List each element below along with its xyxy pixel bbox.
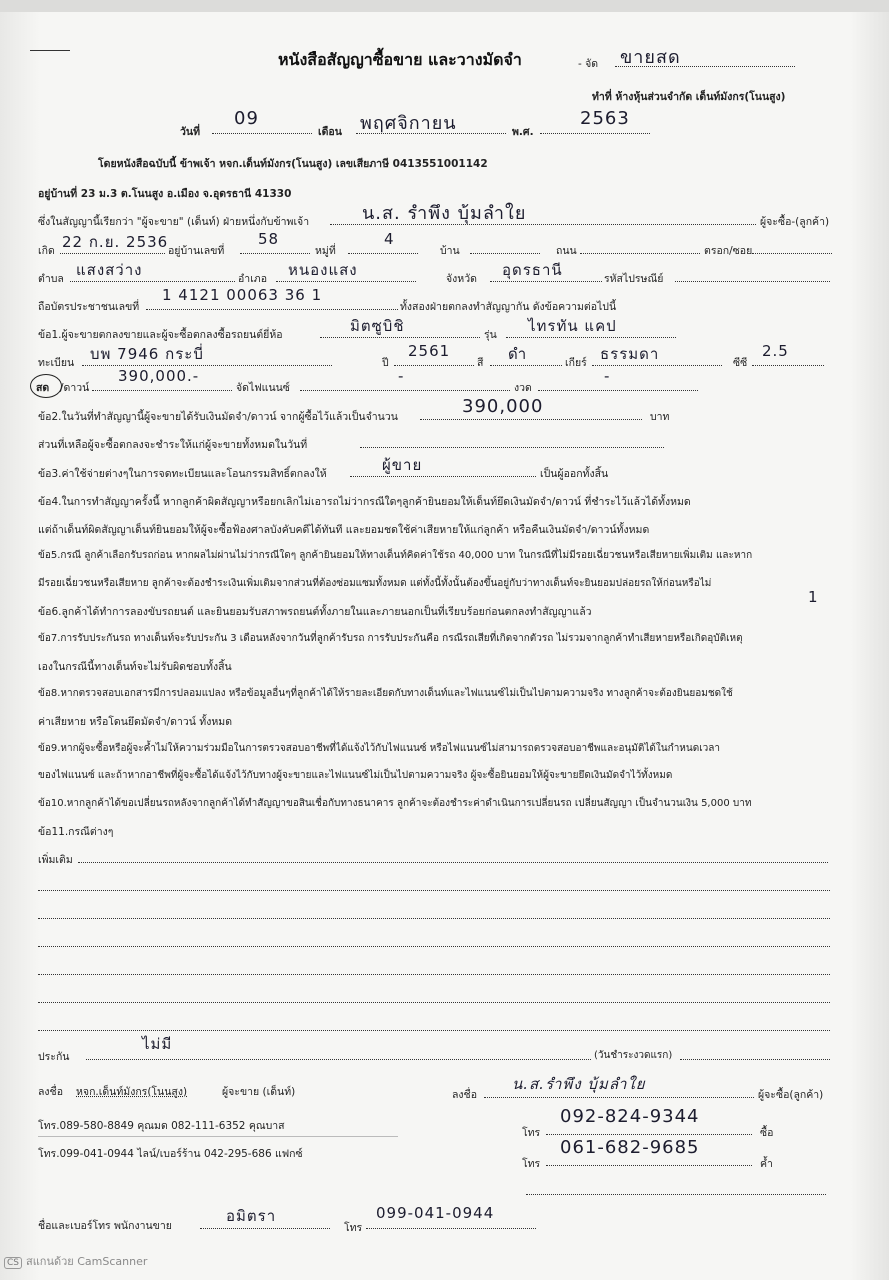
day-label: วันที่ xyxy=(180,126,200,138)
color-value: ดำ xyxy=(508,345,528,363)
deposit-unit: บาท xyxy=(650,411,670,423)
buyer-signature: น.ส.รำพึง บุ้มลำใย xyxy=(512,1075,646,1093)
finance-label: จัดไฟแนนซ์ xyxy=(236,382,290,394)
reg-value: บพ 7946 กระบี่ xyxy=(90,345,204,363)
clause-line: ข้อ7.การรับประกันรถ ทางเด็นท์จะรับประกัน 3 เดือนหลังจากวันที่ลูกค้ารับรถ การรับประกันคือ กรณีรถเสียที่เกิดจากตัวรถ ไม่รวมจากลูกค้าทำเสียหายหรือเกิดอุบัติเหตุ xyxy=(38,633,743,644)
installment-line xyxy=(538,390,698,391)
buyer-phone-role: ซื้อ xyxy=(760,1127,774,1139)
finance-line xyxy=(300,390,510,391)
year-value: 2563 xyxy=(580,108,630,129)
installment-value: - xyxy=(604,367,611,385)
village-label: บ้าน xyxy=(440,245,460,257)
remainder-line xyxy=(360,447,664,448)
amphoe-value: หนองแสง xyxy=(288,261,358,279)
extra-line xyxy=(38,974,830,975)
camscanner-logo-icon: CS xyxy=(4,1257,22,1269)
job-label: จัด xyxy=(585,58,599,70)
clause-line: แต่ถ้าเด็นท์ผิดสัญญาเด็นท์ยินยอมให้ผู้จะซื้อฟ้องศาลบังคับคดีได้ทันที และยอมชดใช้ค่าเสียหายให้แก่ลูกค้า หรือคืนเงินมัดจำ/ดาวน์ทั้งหมด xyxy=(38,524,650,536)
id-value: 1 4121 00063 36 1 xyxy=(162,286,323,304)
corner-mark xyxy=(30,50,70,51)
extra-line xyxy=(38,1030,830,1031)
year-label: พ.ศ. xyxy=(512,126,534,138)
province-label: จังหวัด xyxy=(446,273,477,285)
buyer-phone: 092-824-9344 xyxy=(560,1106,700,1127)
clause-line: เองในกรณีนี้ทางเด็นท์จะไม่รับผิดชอบทั้งสิ้น xyxy=(38,661,232,673)
seller-sign-name: หจก.เด็นท์มังกร(โนนสูง) xyxy=(76,1086,188,1098)
extra-line xyxy=(38,946,830,947)
clause-line: ข้อ6.ลูกค้าได้ทำการลองขับรถยนต์ และยินยอมรับสภาพรถยนต์ทั้งภายในและภายนอกเป็นที่เรียบร้อยก่อนตกลงทำสัญญาแล้ว xyxy=(38,606,592,618)
day-line xyxy=(212,133,312,134)
moo-line xyxy=(348,253,418,254)
seller-contact-1: โทร.089-580-8849 คุณมด 082-111-6352 คุณบาส xyxy=(38,1120,285,1132)
clause-line: มีรอยเฉี่ยวชนหรือเสียหาย ลูกค้าจะต้องชำระเงินเพิ่มเติมจากส่วนที่ต้องซ่อมแซมทั้งหมด แต่ทั้งนี้ทั้งนั้นต้องขึ้นอยู่กับว่าทางเด็นท์จะยินยอมปล่อยรถให้ก่อนหรือไม่ xyxy=(38,578,712,589)
moo-value: 4 xyxy=(384,230,395,248)
salesperson-phone: 099-041-0944 xyxy=(376,1204,495,1222)
year-car-label: ปี xyxy=(382,357,389,369)
clause-line: ของไฟแนนซ์ และถ้าหากอาชีพที่ผู้จะซื้อได้แจ้งไว้กับทางผู้จะขายและไฟแนนซ์ไม่เป็นไปตามความจริง ผู้จะซื้อยินยอมให้ผู้จะขายยึดเงินมัดจำไว้ทั้งหมด xyxy=(38,770,673,781)
cc-value: 2.5 xyxy=(762,342,789,360)
buyer-sign-role: ผู้จะซื้อ(ลูกค้า) xyxy=(758,1089,824,1101)
seller-contact-2: โทร.099-041-0944 ไลน์/เบอร์ร้าน 042-295-686 แฟกซ์ xyxy=(38,1148,303,1160)
job-value: ขายสด xyxy=(620,47,681,68)
clause-3-text: ข้อ3.ค่าใช้จ่ายต่างๆในการจดทะเบียนและโอนกรรมสิทธิ์ตกลงให้ xyxy=(38,468,327,480)
house-value: 58 xyxy=(258,230,280,248)
guarantee-line xyxy=(86,1059,591,1060)
gear-label: เกียร์ xyxy=(565,357,587,369)
document-title: หนังสือสัญญาซื้อขาย และวางมัดจำ xyxy=(278,50,522,69)
house-line xyxy=(240,253,310,254)
clause-line: ข้อ10.หากลูกค้าได้ขอเปลี่ยนรถหลังจากลูกค้าได้ทำสัญญาขอสินเชื่อกับทางธนาคาร ลูกค้าจะต้องชำระค่าดำเนินการเปลี่ยนรถ เปลี่ยนสัญญา เป็นจำนวนเงิน 5,000 บาท xyxy=(38,798,752,809)
salesperson-name: อมิตรา xyxy=(226,1207,277,1225)
guarantee-value: ไม่มี xyxy=(142,1035,173,1053)
id-line xyxy=(146,309,398,310)
margin-mark: 1 xyxy=(808,588,819,606)
first-installment-line xyxy=(680,1059,830,1060)
extra-line xyxy=(38,1002,830,1003)
finance-value: - xyxy=(398,367,405,385)
road-label: ถนน xyxy=(556,245,577,257)
extra-line xyxy=(38,890,830,891)
guarantor-phone-label: โทร xyxy=(522,1158,541,1170)
house-label: อยู่บ้านเลขที่ xyxy=(168,245,225,257)
price-line xyxy=(92,390,232,391)
born-value: 22 ก.ย. 2536 xyxy=(62,233,169,251)
clause-line: ข้อ11.กรณีต่างๆ xyxy=(38,826,114,838)
job-line xyxy=(615,66,795,67)
clause-1-text: ข้อ1.ผู้จะขายตกลงขายและผู้จะซื้อตกลงซื้อรถยนต์ยี่ห้อ xyxy=(38,329,283,341)
color-label: สี xyxy=(477,357,484,369)
clause-2-text: ข้อ2.ในวันที่ทำสัญญานี้ผู้จะขายได้รับเงินมัดจำ/ดาวน์ จากผู้ซื้อไว้แล้วเป็นจำนวน xyxy=(38,411,398,423)
buyer-sign-prefix: ลงชื่อ xyxy=(452,1089,477,1101)
reg-label: ทะเบียน xyxy=(38,357,75,369)
payer-value: ผู้ขาย xyxy=(382,456,423,474)
price-value: 390,000.- xyxy=(118,367,200,385)
buyer-name: น.ส. รำพึง บุ้มลำใย xyxy=(362,203,527,224)
buyer-phone-line xyxy=(546,1134,752,1135)
road-line xyxy=(580,253,700,254)
clause-3-suffix: เป็นผู้ออกทั้งสิ้น xyxy=(540,468,609,480)
day-value: 09 xyxy=(234,108,259,129)
page-top-edge xyxy=(0,0,889,12)
seller-clause: ซึ่งในสัญญานี้เรียกว่า "ผู้จะขาย" (เด็นท์) ฝ่ายหนึ่งกับข้าพเจ้า xyxy=(38,216,310,228)
car-year-value: 2561 xyxy=(408,342,451,360)
cc-line xyxy=(752,365,824,366)
id-suffix: ทั้งสองฝ่ายตกลงทำสัญญากัน ดังข้อความต่อไปนี้ xyxy=(400,301,617,313)
born-label: เกิด xyxy=(38,245,55,257)
tambon-label: ตำบล xyxy=(38,273,64,285)
extra-line xyxy=(78,862,828,863)
seller-sign-prefix: ลงชื่อ xyxy=(38,1086,63,1098)
salesperson-phone-label: โทร xyxy=(344,1222,363,1234)
payer-line xyxy=(350,476,536,477)
village-line xyxy=(470,253,540,254)
seller-sign-role: ผู้จะขาย (เด็นท์) xyxy=(222,1086,296,1098)
guarantee-label: ประกัน xyxy=(38,1051,70,1063)
extra-line xyxy=(38,918,830,919)
buyer-label: ผู้จะซื้อ-(ลูกค้า) xyxy=(760,216,830,228)
first-installment-label: (วันชำระงวดแรก) xyxy=(594,1050,673,1061)
model-value: ไทรทัน แคป xyxy=(528,317,617,335)
cc-label: ซีซี xyxy=(733,357,748,369)
deposit-line xyxy=(420,419,642,420)
tambon-value: แสงสว่าง xyxy=(76,261,143,279)
clause-line: ข้อ5.กรณี ลูกค้าเลือกรับรถก่อน หากผลไม่ผ่านไม่ว่ากรณีใดๆ ลูกค้ายินยอมให้ทางเด็นท์คิดค่าใช้รถ 40,000 บาท ในกรณีที่ไม่มีรอยเฉี่ยวชนหรือเสียหายเพิ่มเติม และหาก xyxy=(38,550,753,561)
gear-value: ธรรมดา xyxy=(600,345,660,363)
intro-line-2: อยู่บ้านที่ 23 ม.3 ต.โนนสูง อ.เมือง จ.อุดรธานี 41330 xyxy=(38,188,292,200)
guarantor-phone-role: ค้ำ xyxy=(760,1158,773,1170)
buyer-sign-line xyxy=(484,1097,754,1098)
intro-line-1: โดยหนังสือฉบับนี้ ข้าพเจ้า หจก.เด็นท์มังกร(โนนสูง) เลขเสียภาษี 0413551001142 xyxy=(98,158,488,170)
price-circled-prefix: สด xyxy=(36,382,50,394)
moo-label: หมู่ที่ xyxy=(315,245,336,257)
amphoe-label: อำเภอ xyxy=(238,273,268,285)
price-label: /ดาวน์ xyxy=(60,382,90,394)
alley-line xyxy=(752,253,832,254)
guarantor-phone: 061-682-9685 xyxy=(560,1137,700,1158)
watermark-text: สแกนด้วย CamScanner xyxy=(26,1255,148,1268)
brand-value: มิตซูบิชิ xyxy=(350,317,405,335)
alley-label: ตรอก/ซอย xyxy=(704,245,753,257)
id-label: ถือบัตรประชาชนเลขที่ xyxy=(38,301,140,313)
made-at: ทำที่ ห้างหุ้นส่วนจำกัด เด็นท์มังกร(โนนสูง) xyxy=(592,91,786,103)
province-value: อุดรธานี xyxy=(502,261,563,279)
clause-2-remainder: ส่วนที่เหลือผู้จะซื้อตกลงจะชำระให้แก่ผู้จะขายทั้งหมดในวันที่ xyxy=(38,439,308,451)
clause-line: ค่าเสียหาย หรือโดนยึดมัดจำ/ดาวน์ ทั้งหมด xyxy=(38,716,233,728)
guarantor-phone-line xyxy=(546,1165,752,1166)
salesperson-label: ชื่อและเบอร์โทร พนักงานขาย xyxy=(38,1220,172,1232)
extra-contact-line xyxy=(526,1194,826,1195)
month-label: เดือน xyxy=(318,126,342,138)
month-value: พฤศจิกายน xyxy=(360,113,457,134)
deposit-amount: 390,000 xyxy=(462,396,544,417)
postcode-label: รหัสไปรษณีย์ xyxy=(604,273,664,285)
car-year-line xyxy=(394,365,474,366)
salesperson-name-line xyxy=(200,1228,330,1229)
year-line xyxy=(540,133,650,134)
contact-divider xyxy=(38,1136,398,1137)
extra-label: เพิ่มเติม xyxy=(38,854,73,866)
model-label: รุ่น xyxy=(484,329,497,341)
postcode-line xyxy=(675,281,830,282)
clause-line: ข้อ8.หากตรวจสอบเอกสารมีการปลอมแปลง หรือข้อมูลอื่นๆที่ลูกค้าได้ให้รายละเอียดกับทางเด็นท์และไฟแนนซ์ไม่เป็นไปตามความจริง ทางลูกค้าจะต้องยินยอมชดใช้ xyxy=(38,688,733,699)
clause-line: ข้อ4.ในการทำสัญญาครั้งนี้ หากลูกค้าผิดสัญญาหรือยกเลิกไม่เอารถไม่ว่ากรณีใดๆลูกค้ายินยอมให้เด็นท์ยึดเงินมัดจำ/ดาวน์ ที่ชำระไว้แล้วได้ทั้งหมด xyxy=(38,496,691,508)
installment-label: งวด xyxy=(514,382,532,394)
camscanner-watermark xyxy=(4,1252,147,1270)
clause-line: ข้อ9.หากผู้จะซื้อหรือผู้จะค้ำไม่ให้ความร่วมมือในการตรวจสอบอาชีพที่ได้แจ้งไว้กับไฟแนนซ์ หรือไฟแนนซ์ไม่สามารถตรวจสอบอาชีพและอนุมัติได้ในกำหนดเวลา xyxy=(38,743,721,754)
salesperson-phone-line xyxy=(366,1228,536,1229)
buyer-phone-label: โทร xyxy=(522,1127,541,1139)
